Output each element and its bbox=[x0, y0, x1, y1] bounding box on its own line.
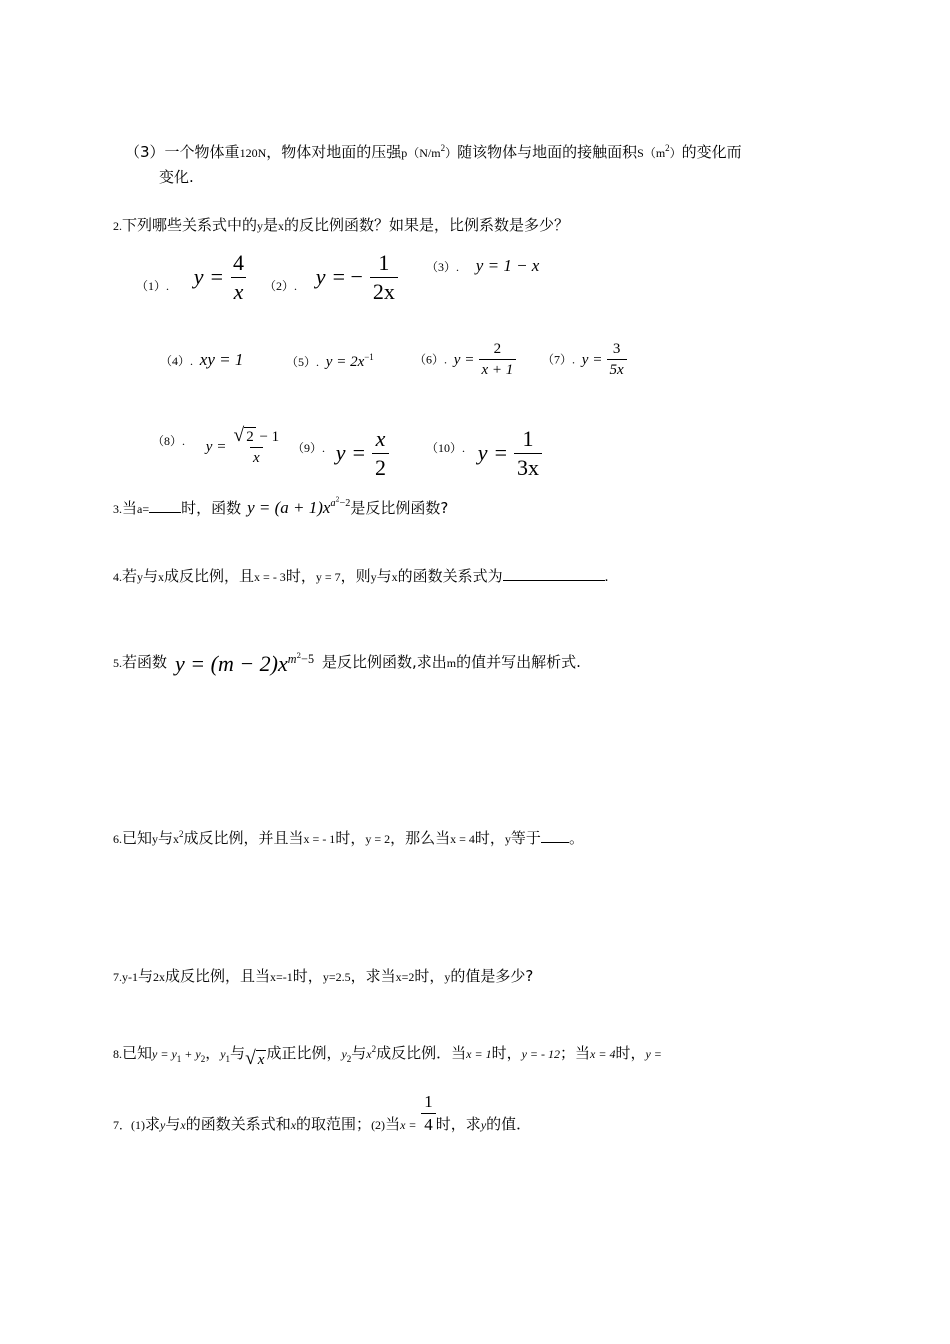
q1-text: ，物体对地面的压强 bbox=[266, 143, 402, 161]
fraction-denominator: x bbox=[231, 277, 247, 305]
q8-text: ， bbox=[205, 1044, 221, 1062]
q3-formula bbox=[247, 498, 350, 518]
fraction-denominator: 2x bbox=[370, 277, 398, 305]
q4-var-x: x bbox=[158, 570, 165, 584]
q1-text: 随该物体与地面的接触面积 bbox=[457, 143, 638, 161]
q5-line bbox=[113, 647, 581, 674]
q6-end: 。 bbox=[568, 829, 584, 847]
q4-var-y: y bbox=[137, 570, 144, 584]
fraction-numerator: 4 bbox=[232, 250, 244, 275]
q8-var-y: y bbox=[160, 1117, 166, 1132]
fraction-numerator: 1 bbox=[522, 426, 534, 451]
formula-eq: = bbox=[352, 439, 365, 465]
q6-condition-x2: x = 4 bbox=[450, 832, 475, 846]
fraction-numerator-rest: − 1 bbox=[255, 429, 280, 445]
q6-text: 与 bbox=[158, 829, 174, 847]
q2-item-5 bbox=[286, 352, 374, 371]
fraction bbox=[370, 250, 398, 306]
q6-var-x: x bbox=[173, 832, 180, 846]
q2-item-6 bbox=[414, 340, 516, 379]
q2-item-label: （9）. bbox=[292, 440, 326, 455]
fraction bbox=[231, 426, 283, 467]
fraction-numerator: 2 bbox=[493, 341, 502, 357]
q6-answer-blank[interactable] bbox=[541, 842, 569, 843]
fraction-numerator: 3 bbox=[612, 341, 621, 357]
q2-item-10 bbox=[426, 426, 542, 482]
q1-area-symbol: S bbox=[637, 146, 644, 160]
q4-end: . bbox=[604, 569, 609, 585]
q8-sqrt-radicand: x bbox=[257, 1051, 265, 1068]
q2-item-7 bbox=[542, 340, 627, 379]
q2-item-label: （6）. bbox=[414, 352, 448, 367]
q6-var-y: y bbox=[152, 832, 159, 846]
q8-sub: 2 bbox=[200, 1054, 206, 1064]
q6-number: 6. bbox=[113, 832, 122, 846]
q5-text: 是反比例函数,求出 bbox=[322, 653, 447, 671]
q8-expr-plus: + y bbox=[181, 1047, 201, 1061]
q8-expr-sum: y = y bbox=[152, 1047, 177, 1061]
formula-lhs: y bbox=[335, 439, 346, 465]
formula-lhs: y bbox=[581, 351, 589, 368]
q4-answer-blank[interactable] bbox=[503, 580, 605, 581]
q8-text: 与 bbox=[351, 1044, 367, 1062]
q6-var-x-sup: 2 bbox=[179, 829, 184, 839]
q1-text: 一个物体重 bbox=[164, 143, 240, 161]
formula-eq: = − bbox=[332, 263, 363, 289]
q3-number: 3. bbox=[113, 502, 122, 517]
q2-item-label: （4）. bbox=[160, 354, 194, 368]
q6-condition-x: x = - 1 bbox=[303, 832, 336, 846]
q3-exp-rest: −2 bbox=[339, 498, 351, 510]
q2-item-label: （8）. bbox=[152, 433, 186, 448]
q6-text: 等于 bbox=[510, 829, 541, 847]
q8-line2 bbox=[113, 1092, 531, 1136]
q8-var-x: x bbox=[366, 1047, 372, 1061]
fraction-denominator: x bbox=[250, 447, 263, 467]
q2-var-y: y bbox=[257, 219, 264, 233]
q5-exp-base: m bbox=[287, 651, 297, 666]
q2-item-label: （5）. bbox=[286, 355, 320, 369]
q4-var-x: x bbox=[391, 570, 398, 584]
q3-exp-base: a bbox=[330, 498, 336, 510]
q5-text: 若函数 bbox=[122, 653, 168, 671]
q2-item-label: （7）. bbox=[542, 352, 576, 367]
q1-part3-prefix: （3） bbox=[125, 143, 165, 161]
q8-text: 的取范围； bbox=[296, 1114, 372, 1133]
fraction bbox=[479, 340, 517, 379]
q8-text: 时， bbox=[615, 1044, 646, 1062]
q6-text: 成反比例，并且当 bbox=[183, 829, 304, 847]
q4-number: 4. bbox=[113, 570, 122, 584]
q7-text: 的值是多少? bbox=[450, 967, 534, 985]
q4-text: ，则 bbox=[340, 567, 371, 585]
q8-text: 时， bbox=[491, 1044, 522, 1062]
q8-condition-y1: y = - 12 bbox=[521, 1047, 561, 1061]
q1-area-unit: （m bbox=[643, 146, 666, 160]
q3-answer-blank[interactable] bbox=[149, 512, 181, 513]
q2-item-1 bbox=[136, 250, 247, 306]
q1-pressure-unit-sup: 2 bbox=[440, 143, 446, 153]
q8-text: 当 bbox=[385, 1114, 401, 1133]
q8-text: 已知 bbox=[122, 1044, 153, 1062]
fraction-denominator: x + 1 bbox=[479, 359, 517, 379]
fraction bbox=[514, 426, 542, 482]
q3-text: 是反比例函数? bbox=[350, 499, 449, 518]
fraction bbox=[607, 340, 627, 379]
q5-text: 的值并写出解析式. bbox=[456, 653, 581, 671]
q8-text: 与 bbox=[165, 1114, 181, 1133]
q6-condition-y: y = 2 bbox=[365, 832, 391, 846]
q6-text: 时， bbox=[474, 829, 505, 847]
q6-line bbox=[113, 829, 584, 847]
formula-eq: = bbox=[210, 263, 223, 289]
q3-a-eq: a= bbox=[137, 502, 150, 517]
q1-area-unit-sup: 2 bbox=[665, 143, 670, 153]
q2-var-x: x bbox=[278, 219, 285, 233]
q4-text: 与 bbox=[143, 567, 159, 585]
q8-sub: 2 bbox=[346, 1054, 352, 1064]
q7-line bbox=[113, 967, 533, 985]
q8-text: 与 bbox=[230, 1044, 246, 1062]
q3-text: 当 bbox=[122, 499, 138, 518]
q3-formula-expr: y = (a + 1)x bbox=[247, 498, 331, 518]
q1-area-unit-close: ） bbox=[669, 146, 682, 160]
q7-condition-y: y=2.5 bbox=[322, 970, 351, 984]
q5-formula bbox=[175, 652, 314, 677]
q8-condition-x2: x = 4 bbox=[590, 1047, 616, 1061]
q4-condition-x: x = - 3 bbox=[254, 570, 286, 584]
q8-var-x-sup: 2 bbox=[371, 1044, 377, 1054]
q1-weight: 120N bbox=[239, 146, 267, 160]
q8-line2-start: 7． bbox=[113, 1117, 132, 1132]
q2-text: 下列哪些关系式中的 bbox=[122, 216, 258, 234]
q8-var-x: x bbox=[180, 1117, 186, 1132]
q2-item-4 bbox=[160, 350, 243, 370]
q8-sqrt: √ x bbox=[245, 1048, 265, 1069]
q8-number: 8. bbox=[113, 1047, 122, 1061]
q7-text: ，求当 bbox=[350, 967, 396, 985]
q1-text: 的变化而 bbox=[681, 143, 742, 161]
formula-lhs: y bbox=[193, 263, 204, 289]
fraction-denominator: 5x bbox=[607, 359, 627, 379]
formula-eq: = bbox=[494, 439, 507, 465]
q7-text: 时， bbox=[292, 967, 323, 985]
q2-text: 是 bbox=[263, 216, 279, 234]
formula-exponent: −1 bbox=[364, 352, 374, 362]
formula-lhs: y bbox=[453, 351, 461, 368]
q2-item-label: （3）. bbox=[426, 260, 460, 274]
formula: xy = 1 bbox=[199, 350, 244, 369]
q4-var-y: y bbox=[370, 570, 377, 584]
fraction bbox=[372, 426, 389, 482]
formula-eq: = bbox=[217, 438, 226, 455]
q1-part3-line1 bbox=[125, 143, 742, 161]
fraction-numerator: 1 bbox=[424, 1092, 433, 1111]
q7-text: 成反比例，且当 bbox=[165, 967, 271, 985]
q5-formula-expr: y = (m − 2)x bbox=[175, 651, 288, 676]
q8-line1 bbox=[113, 1043, 662, 1069]
sqrt-radicand: 2 bbox=[246, 428, 254, 445]
formula-lhs: y bbox=[205, 438, 213, 455]
q4-condition-y: y = 7 bbox=[315, 570, 341, 584]
q2-item-label: （10）. bbox=[426, 440, 466, 455]
q7-number: 7. bbox=[113, 970, 122, 984]
q8-text: 的值． bbox=[486, 1114, 532, 1133]
q8-text: 成正比例， bbox=[266, 1044, 342, 1062]
q2-text: 的反比例函数？如果是，比例系数是多少？ bbox=[284, 216, 570, 234]
q8-text: ；当 bbox=[560, 1044, 591, 1062]
q8-text: 时，求 bbox=[435, 1114, 481, 1133]
formula-eq: = bbox=[593, 351, 602, 368]
q3-exp-sup: 2 bbox=[335, 497, 340, 504]
q1-pressure-symbol: p bbox=[401, 146, 408, 160]
q2-number: 2. bbox=[113, 219, 122, 233]
formula: y = 1 − x bbox=[475, 256, 540, 275]
q3-text: 时，函数 bbox=[181, 499, 242, 518]
fraction-denominator: 4 bbox=[421, 1113, 436, 1135]
q7-expr1: y-1 bbox=[122, 970, 138, 984]
q2-stem bbox=[113, 216, 569, 234]
q5-exp-rest: −5 bbox=[301, 651, 315, 666]
q4-line bbox=[113, 567, 608, 586]
q8-var-x: x bbox=[290, 1117, 297, 1132]
fraction-numerator: x bbox=[375, 426, 386, 451]
q8-condition-y2: y = bbox=[645, 1047, 662, 1061]
q8-part1: (1) bbox=[131, 1117, 146, 1132]
q1-pressure-unit-close: ） bbox=[445, 146, 458, 160]
q7-condition-x2: x=2 bbox=[395, 970, 415, 984]
q2-item-label: （1）. bbox=[136, 278, 170, 293]
q2-item-2 bbox=[264, 250, 398, 306]
q6-text: 已知 bbox=[122, 829, 153, 847]
q4-text: 时， bbox=[285, 567, 316, 585]
q8-sub: 1 bbox=[225, 1054, 231, 1064]
q7-condition-x: x=-1 bbox=[270, 970, 293, 984]
q2-item-9 bbox=[292, 426, 389, 482]
q8-x-eq: x = bbox=[400, 1117, 417, 1132]
sqrt-radical: √ 2 bbox=[233, 425, 254, 446]
q5-number: 5. bbox=[113, 656, 122, 670]
fraction-denominator: 2 bbox=[372, 453, 389, 481]
formula-lhs: y bbox=[477, 439, 488, 465]
q5-exp-sup: 2 bbox=[296, 650, 302, 660]
q8-text: 成反比例．当 bbox=[376, 1044, 467, 1062]
q2-item-label: （2）. bbox=[264, 278, 298, 293]
formula-eq: = bbox=[465, 351, 474, 368]
q1-part3-line2: 变化. bbox=[159, 168, 194, 186]
fraction-numerator: 1 bbox=[378, 250, 390, 275]
q8-part2: (2) bbox=[371, 1117, 386, 1132]
q4-text: 的函数关系式为 bbox=[397, 567, 503, 585]
formula-lhs: y bbox=[315, 263, 326, 289]
q8-text: 求 bbox=[145, 1114, 161, 1133]
q4-text: 若 bbox=[122, 567, 138, 585]
q8-var-y1: y bbox=[220, 1047, 226, 1061]
q7-text: 与 bbox=[138, 967, 154, 985]
q6-text: 时， bbox=[335, 829, 366, 847]
q8-var-y: y bbox=[480, 1117, 487, 1132]
q7-text: 时， bbox=[414, 967, 445, 985]
q7-var-y: y bbox=[444, 970, 451, 984]
q7-expr2: 2x bbox=[153, 970, 166, 984]
fraction-denominator: 3x bbox=[514, 453, 542, 481]
q2-item-8 bbox=[152, 426, 282, 467]
q6-text: ，那么当 bbox=[390, 829, 451, 847]
q4-text: 与 bbox=[376, 567, 392, 585]
q6-var-y: y bbox=[504, 832, 511, 846]
q3-line bbox=[113, 497, 448, 518]
formula: y = 2x bbox=[325, 354, 365, 370]
q8-condition-x1: x = 1 bbox=[466, 1047, 492, 1061]
q4-text: 成反比例，且 bbox=[164, 567, 255, 585]
q8-fraction bbox=[421, 1092, 436, 1136]
q8-var-y2: y bbox=[341, 1047, 347, 1061]
q5-var-m: m bbox=[446, 656, 457, 670]
q1-pressure-unit: （N/m bbox=[407, 146, 441, 160]
fraction bbox=[230, 250, 247, 306]
q8-text: 的函数关系式和 bbox=[185, 1114, 291, 1133]
q8-sub: 1 bbox=[176, 1054, 182, 1064]
q2-item-3 bbox=[426, 256, 539, 276]
